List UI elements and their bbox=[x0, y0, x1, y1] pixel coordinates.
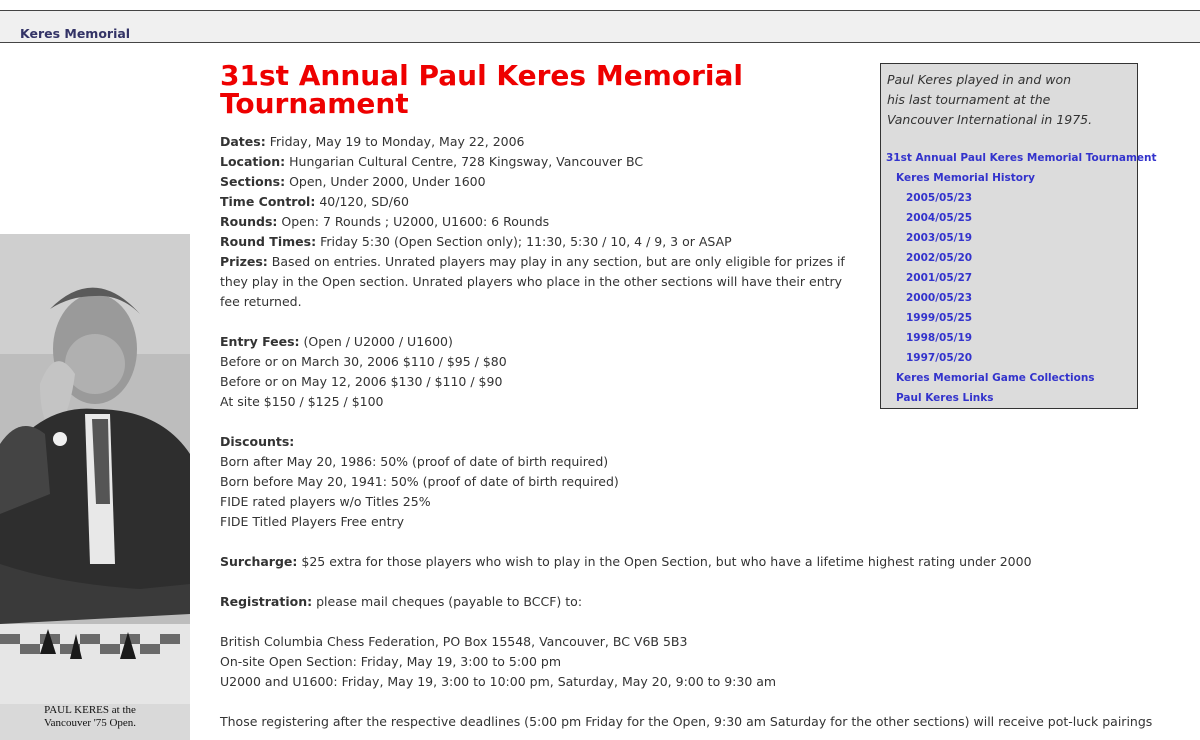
registration-line: On-site Open Section: Friday, May 19, 3:00 to 5:00 pm bbox=[220, 654, 562, 669]
sidebar-link-game-collections[interactable]: Keres Memorial Game Collections bbox=[896, 372, 1095, 384]
sidebar-link-2003[interactable]: 2003/05/19 bbox=[906, 232, 973, 244]
rounds-label: Rounds: bbox=[220, 214, 278, 229]
sidebar-link-2002[interactable]: 2002/05/20 bbox=[906, 252, 973, 264]
registration-line: U2000 and U1600: Friday, May 19, 3:00 to 10:00 pm, Saturday, May 20, 9:00 to 9:30 am bbox=[220, 674, 777, 689]
dates-label: Dates: bbox=[220, 134, 266, 149]
top-bar bbox=[0, 10, 1200, 43]
sidebar-link-2001[interactable]: 2001/05/27 bbox=[906, 272, 973, 284]
sidebar-link-1998[interactable]: 1998/05/19 bbox=[906, 332, 973, 344]
breadcrumb-keres-memorial[interactable]: Keres Memorial bbox=[20, 26, 131, 41]
sidebar-link-31st-tournament[interactable]: 31st Annual Paul Keres Memorial Tournament bbox=[886, 152, 1157, 164]
time-control-value: 40/120, SD/60 bbox=[319, 194, 409, 209]
keres-photo-image bbox=[0, 234, 190, 704]
location-value: Hungarian Cultural Centre, 728 Kingsway, Vancouver BC bbox=[289, 154, 644, 169]
sidebar bbox=[880, 63, 1157, 409]
entry-fees-label: Entry Fees: bbox=[220, 334, 300, 349]
round-times-value: Friday 5:30 (Open Section only); 11:30, 5:30 / 10, 4 / 9, 3 or ASAP bbox=[320, 234, 732, 249]
discount-line: FIDE Titled Players Free entry bbox=[220, 514, 405, 529]
prizes-value: Based on entries. Unrated players may play in any section, but are only eligible for prizes if they play in the Open section. Unrated players who place in the other sections will have their entry fee returned. bbox=[220, 254, 845, 309]
time-control-label: Time Control: bbox=[220, 194, 316, 209]
late-registration-note: Those registering after the respective deadlines (5:00 pm Friday for the Open, 9:30 am Saturday for the other sections) will receive pot-luck pairings bbox=[220, 714, 1153, 729]
sidebar-link-2005[interactable]: 2005/05/23 bbox=[906, 192, 973, 204]
prizes-label: Prizes: bbox=[220, 254, 268, 269]
registration-label: Registration: bbox=[220, 594, 313, 609]
photo-caption-line2: Vancouver '75 Open. bbox=[43, 717, 137, 729]
surcharge-row bbox=[220, 552, 1140, 572]
sidebar-link-1997[interactable]: 1997/05/20 bbox=[906, 352, 973, 364]
dates-value: Friday, May 19 to Monday, May 22, 2006 bbox=[269, 134, 525, 149]
sidebar-link-history[interactable]: Keres Memorial History bbox=[896, 172, 1036, 184]
sidebar-link-2000[interactable]: 2000/05/23 bbox=[906, 292, 973, 304]
fee-line: Before or on May 12, 2006 $130 / $110 / $90 bbox=[220, 374, 503, 389]
fee-line: At site $150 / $125 / $100 bbox=[220, 394, 384, 409]
registration-row bbox=[220, 592, 1140, 612]
registration-value: please mail cheques (payable to BCCF) to: bbox=[316, 594, 583, 609]
entry-fees-value: (Open / U2000 / U1600) bbox=[303, 334, 453, 349]
sections-value: Open, Under 2000, Under 1600 bbox=[289, 174, 486, 189]
discounts-label: Discounts: bbox=[220, 434, 295, 449]
sections-label: Sections: bbox=[220, 174, 286, 189]
sidebar-quote bbox=[887, 70, 1092, 130]
photo-caption bbox=[0, 704, 180, 730]
photo-caption-line1: PAUL KERES at the bbox=[44, 704, 136, 716]
discount-line: FIDE rated players w/o Titles 25% bbox=[220, 494, 431, 509]
fee-line: Before or on March 30, 2006 $110 / $95 / $80 bbox=[220, 354, 507, 369]
keres-photo bbox=[0, 234, 190, 740]
page-title: 31st Annual Paul Keres Memorial Tournament bbox=[220, 59, 743, 120]
sidebar-link-1999[interactable]: 1999/05/25 bbox=[906, 312, 973, 324]
discounts-row bbox=[220, 432, 1140, 452]
discount-line: Born after May 20, 1986: 50% (proof of date of birth required) bbox=[220, 454, 609, 469]
registration-line: British Columbia Chess Federation, PO Box 15548, Vancouver, BC V6B 5B3 bbox=[220, 634, 688, 649]
surcharge-value: $25 extra for those players who wish to play in the Open Section, but who have a lifetime highest rating under 2000 bbox=[301, 554, 1032, 569]
quote-line: his last tournament at the bbox=[887, 92, 1051, 107]
quote-line: Vancouver International in 1975. bbox=[887, 112, 1093, 127]
sidebar-link-2004[interactable]: 2004/05/25 bbox=[906, 212, 973, 224]
quote-line: Paul Keres played in and won bbox=[887, 72, 1072, 87]
round-times-label: Round Times: bbox=[220, 234, 317, 249]
discount-line: Born before May 20, 1941: 50% (proof of date of birth required) bbox=[220, 474, 619, 489]
sidebar-link-keres-links[interactable]: Paul Keres Links bbox=[896, 392, 994, 404]
sidebar-nav bbox=[886, 148, 1157, 408]
prizes-row bbox=[220, 252, 860, 312]
rounds-value: Open: 7 Rounds ; U2000, U1600: 6 Rounds bbox=[281, 214, 550, 229]
surcharge-label: Surcharge: bbox=[220, 554, 298, 569]
location-label: Location: bbox=[220, 154, 286, 169]
